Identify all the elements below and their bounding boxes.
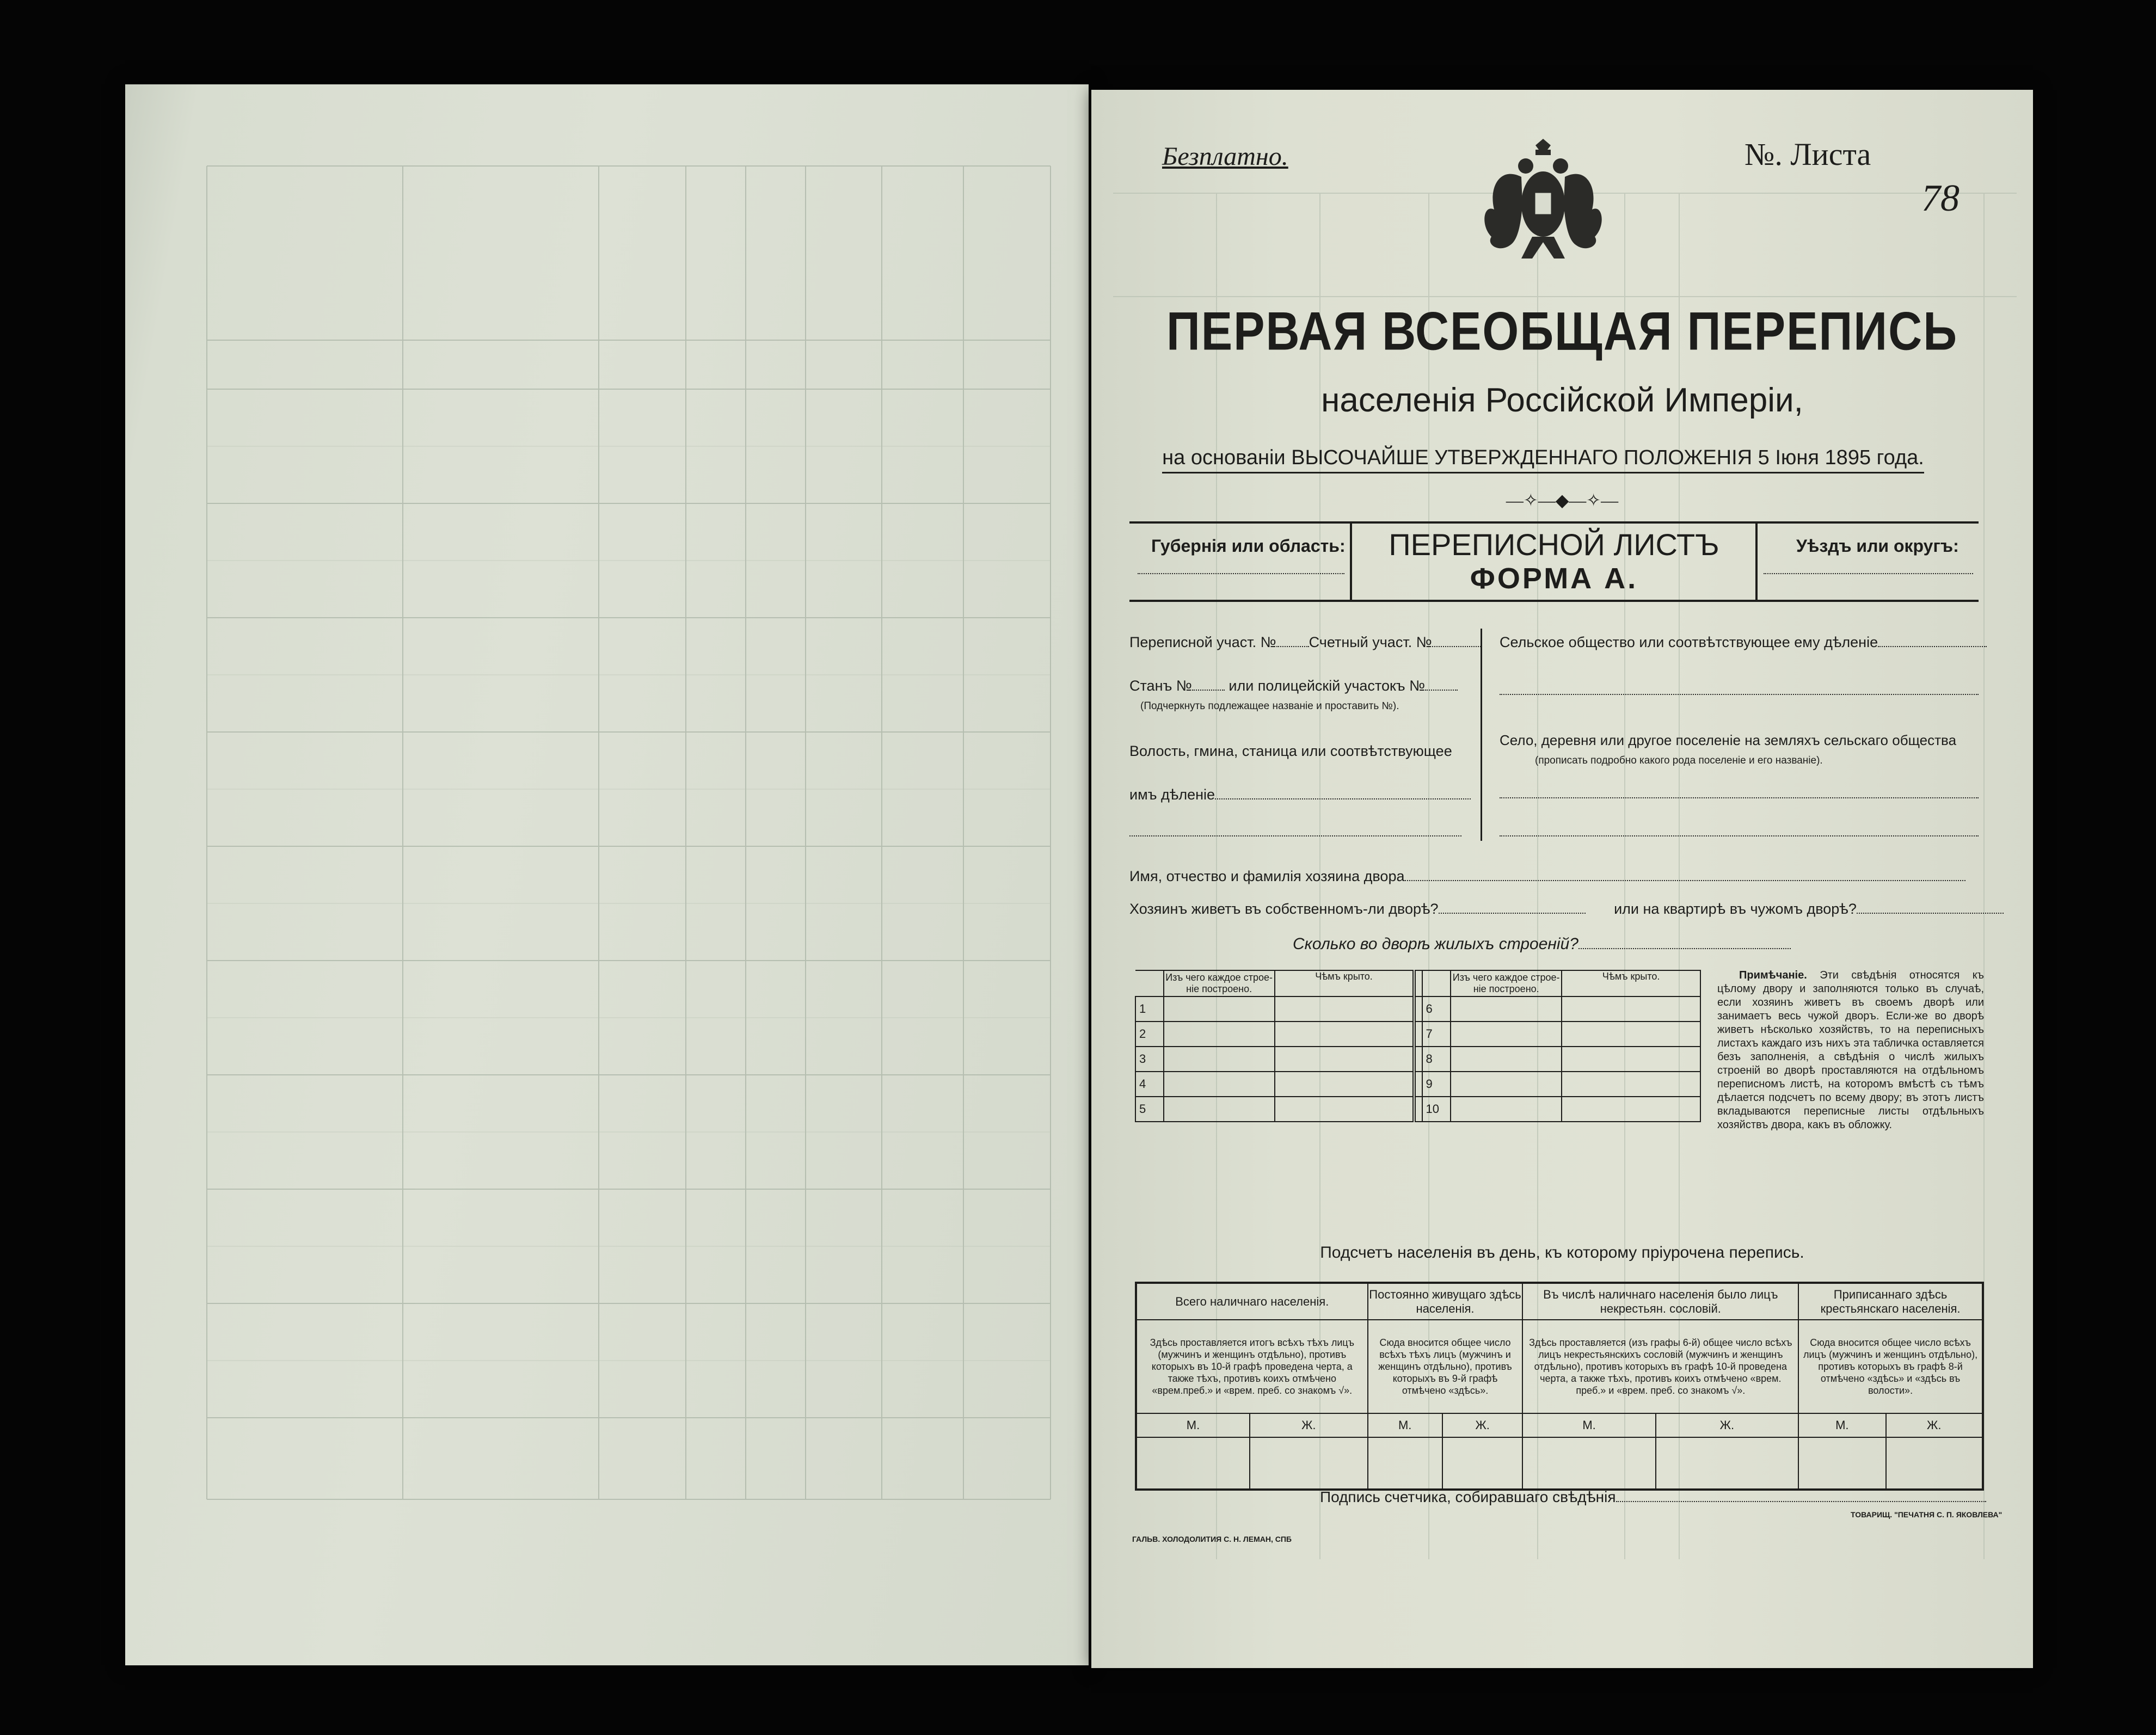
signature-label: Подпись счетчика, собиравшаго свѣдѣнія — [1320, 1488, 1616, 1505]
census-subtitle: населенія Россійской Имперіи, — [1321, 382, 1803, 419]
village-line1: Село, деревня или другое поселеніе на земляхъ сельскаго общества — [1500, 732, 1957, 748]
gubernia-field[interactable] — [1138, 573, 1344, 574]
tally-cell[interactable] — [1250, 1437, 1368, 1490]
printer-right: ТОВАРИЩ. "ПЕЧАТНЯ С. П. ЯКОВЛЕВА" — [1851, 1510, 2003, 1519]
right-page — [1091, 90, 2033, 1668]
tally-cell[interactable] — [1442, 1437, 1523, 1490]
volost-field[interactable] — [1215, 798, 1471, 799]
tally-m-label: М. — [1368, 1413, 1442, 1437]
police-district-field[interactable] — [1425, 690, 1458, 691]
buildings-row — [1135, 996, 1700, 1022]
owner-rented-field[interactable] — [1857, 913, 2004, 914]
underline-note: (Подчеркнуть подлежащее названіе и проставить №). — [1140, 700, 1399, 712]
row-number: 7 — [1422, 1022, 1451, 1047]
buildings-row — [1135, 1047, 1700, 1072]
census-district-row — [1129, 634, 1481, 651]
left-page — [125, 84, 1089, 1665]
cell[interactable] — [1562, 1072, 1700, 1097]
census-title: ПЕРВАЯ ВСЕОБЩАЯ ПЕРЕПИСЬ — [1166, 301, 1958, 362]
cell[interactable] — [1275, 1072, 1415, 1097]
owner-lives-row — [1129, 901, 2004, 918]
tally-cell[interactable] — [1522, 1437, 1655, 1490]
volost-label: имъ дѣленіе — [1129, 786, 1215, 803]
buildings-table — [1135, 970, 1701, 1122]
cell[interactable] — [1562, 1097, 1700, 1122]
owner-name-row — [1129, 868, 1965, 885]
tally-zh-label: Ж. — [1886, 1413, 1983, 1437]
cell[interactable] — [1275, 996, 1415, 1022]
owner-name-label: Имя, отчество и фамилія хозяина двора — [1129, 868, 1405, 884]
sheet-number-label — [1745, 136, 1871, 173]
buildings-question-row — [1293, 935, 1791, 953]
note-lead: Примѣчаніе. — [1739, 969, 1807, 981]
buildings-note — [1717, 969, 1984, 1132]
cell[interactable] — [1562, 996, 1700, 1022]
buildings-question-label: Сколько во дворѣ жилыхъ строеній? — [1293, 935, 1578, 953]
buildings-count-field[interactable] — [1578, 948, 1791, 949]
buildings-row — [1135, 1072, 1700, 1097]
tally-zh-label: Ж. — [1442, 1413, 1523, 1437]
signature-row — [1320, 1488, 1986, 1506]
owner-rented-label: или на квартирѣ въ чужомъ дворѣ? — [1614, 901, 1857, 917]
volost-line1: Волость, гмина, станица или соотвѣтствующее — [1129, 743, 1452, 759]
cell[interactable] — [1275, 1097, 1415, 1122]
buildings-row — [1135, 1022, 1700, 1047]
signature-field[interactable] — [1616, 1501, 1986, 1502]
tally-col-nonpeasant: Въ числѣ наличнаго населенія было лицъ некрестьян. сословій. — [1522, 1283, 1798, 1320]
cell[interactable] — [1562, 1022, 1700, 1047]
row-number: 8 — [1422, 1047, 1451, 1072]
owner-name-field[interactable] — [1405, 880, 1965, 881]
volost-row — [1129, 786, 1471, 803]
sheet-number-handwritten: 78 — [1921, 177, 1960, 219]
row-number: 6 — [1422, 996, 1451, 1022]
cell[interactable] — [1275, 1022, 1415, 1047]
census-district-label: Переписной участ. № — [1129, 634, 1276, 650]
row-number: 5 — [1135, 1097, 1164, 1122]
village-field-2[interactable] — [1500, 835, 1979, 836]
uezd-field[interactable] — [1764, 573, 1973, 574]
free-label: Безплатно. — [1162, 142, 1288, 171]
cell[interactable] — [1562, 1047, 1700, 1072]
tally-desc-nonpeasant: Здѣсь проставляется (изъ графы 6-й) общее число всѣхъ лицъ некрестьянскихъ сословій (мужчинъ и женщинъ отдѣльно), противъ которыхъ въ графѣ 10-й проведена черта, а также тѣхъ, противъ коихъ отмѣчено «врем. преб.» и «врем. преб. со знакомъ √». — [1522, 1320, 1798, 1413]
stan-field[interactable] — [1192, 690, 1225, 691]
double-eagle-icon — [1478, 128, 1608, 269]
census-basis: на основаніи ВЫСОЧАЙШЕ УТВЕРЖДЕННАГО ПОЛОЖЕНІЯ 5 Іюня 1895 года. — [1162, 446, 1924, 473]
row-number: 4 — [1135, 1072, 1164, 1097]
row-number: 3 — [1135, 1047, 1164, 1072]
tally-table — [1135, 1282, 1984, 1491]
note-text: Эти свѣдѣнія относятся къ цѣлому двору и заполняются только въ случаѣ, если хозяинъ живетъ въ своемъ дворѣ или занимаетъ весь чужой дворъ. Если-же во дворѣ живетъ нѣсколько хозяйствъ, то на переписныхъ листахъ каждаго изъ нихъ эта табличка оставляется безъ заполненія, а свѣдѣнія о числѣ жилыхъ строеній во дворѣ проставляются на отдѣльномъ переписномъ листѣ, на которомъ вмѣстѣ съ тѣмъ дѣлается подсчетъ по всему двору; въ этотъ листъ вкладываются переписные листы отдѣльныхъ хозяйствъ двора, какъ въ обложку. — [1717, 969, 1985, 1131]
ghost-grid-left — [125, 84, 1089, 1665]
tally-desc-total: Здѣсь проставляется итогъ всѣхъ тѣхъ лицъ (мужчинъ и женщинъ отдѣльно), противъ которыхъ въ 10-й графѣ проведена черта, а также тѣхъ, противъ коихъ отмѣчено «врем.преб.» и «врем. преб. со знакомъ √». — [1136, 1320, 1368, 1413]
tally-col-permanent: Постоянно живущаго здѣсь населенія. — [1368, 1283, 1523, 1320]
census-district-field[interactable] — [1276, 646, 1309, 647]
tally-col-total: Всего наличнаго населенія. — [1136, 1283, 1368, 1320]
tally-cell[interactable] — [1368, 1437, 1442, 1490]
tally-zh-label: Ж. — [1656, 1413, 1799, 1437]
tally-m-label: М. — [1798, 1413, 1885, 1437]
rural-society-field[interactable] — [1878, 646, 1987, 647]
cell[interactable] — [1275, 1047, 1415, 1072]
tally-m-label: М. — [1522, 1413, 1655, 1437]
count-district-field[interactable] — [1432, 646, 1481, 647]
gubernia-label: Губернія или область: — [1151, 536, 1346, 556]
sheet-number-label-text: №. Листа — [1745, 137, 1871, 172]
rural-society-field-2[interactable] — [1500, 694, 1979, 695]
count-district-label: Счетный участ. № — [1309, 634, 1432, 650]
sheet-title: ПЕРЕПИСНОЙ ЛИСТЪ — [1389, 527, 1719, 562]
tally-col-peasant: Приписаннаго здѣсь крестьянскаго населенія. — [1798, 1283, 1983, 1320]
uezd-label: Уѣздъ или округъ: — [1796, 536, 1959, 556]
buildings-col-roof-2: Чѣмъ крыто. — [1562, 970, 1700, 996]
tally-desc-permanent: Сюда вносится общее число всѣхъ тѣхъ лицъ (мужчинъ и женщинъ отдѣльно), противъ которыхъ въ 9-й графѣ отмѣчено «здѣсь». — [1368, 1320, 1523, 1413]
police-district-label: или полицейскій участокъ № — [1229, 678, 1426, 694]
village-field[interactable] — [1500, 797, 1979, 798]
tally-cell[interactable] — [1136, 1437, 1250, 1490]
tally-heading: Подсчетъ населенія въ день, къ которому пріурочена перепись. — [1320, 1244, 1804, 1262]
tally-cell[interactable] — [1656, 1437, 1799, 1490]
tally-desc-peasant: Сюда вносится общее число всѣхъ лицъ (мужчинъ и женщинъ отдѣльно), противъ которыхъ въ графѣ 8-й отмѣчено «здѣсь» и «здѣсь въ волости». — [1798, 1320, 1983, 1413]
ornament-divider: —✧—◆—✧— — [1506, 490, 1619, 510]
stan-row — [1129, 678, 1458, 694]
buildings-row — [1135, 1097, 1700, 1122]
row-number: 2 — [1135, 1022, 1164, 1047]
tally-cell[interactable] — [1798, 1437, 1885, 1490]
stan-label: Станъ № — [1129, 678, 1192, 694]
volost-field-2[interactable] — [1129, 835, 1461, 836]
rural-society-label: Сельское общество или соотвѣтствующее ему дѣленіе — [1500, 634, 1878, 650]
tally-cell[interactable] — [1886, 1437, 1983, 1490]
row-number: 1 — [1135, 996, 1164, 1022]
rural-society-row — [1500, 634, 1987, 651]
buildings-col-roof: Чѣмъ крыто. — [1275, 970, 1415, 996]
village-note: (прописать подробно какого рода поселеніе и его названіе). — [1535, 755, 1823, 766]
tally-m-label: М. — [1136, 1413, 1250, 1437]
form-a-label: ФОРМА А. — [1470, 562, 1638, 595]
tally-zh-label: Ж. — [1250, 1413, 1368, 1437]
buildings-col-material-2: Изъ чего каждое строе-ніе построено. — [1451, 970, 1562, 996]
printer-left: ГАЛЬВ. ХОЛОДОЛИТИЯ С. Н. ЛЕМАН, СПБ — [1132, 1535, 1292, 1543]
buildings-col-material: Изъ чего каждое строе-ніе построено. — [1164, 970, 1275, 996]
owner-lives-field[interactable] — [1439, 913, 1586, 914]
owner-lives-label: Хозяинъ живетъ въ собственномъ-ли дворѣ? — [1129, 901, 1439, 917]
row-number: 10 — [1422, 1097, 1451, 1122]
row-number: 9 — [1422, 1072, 1451, 1097]
